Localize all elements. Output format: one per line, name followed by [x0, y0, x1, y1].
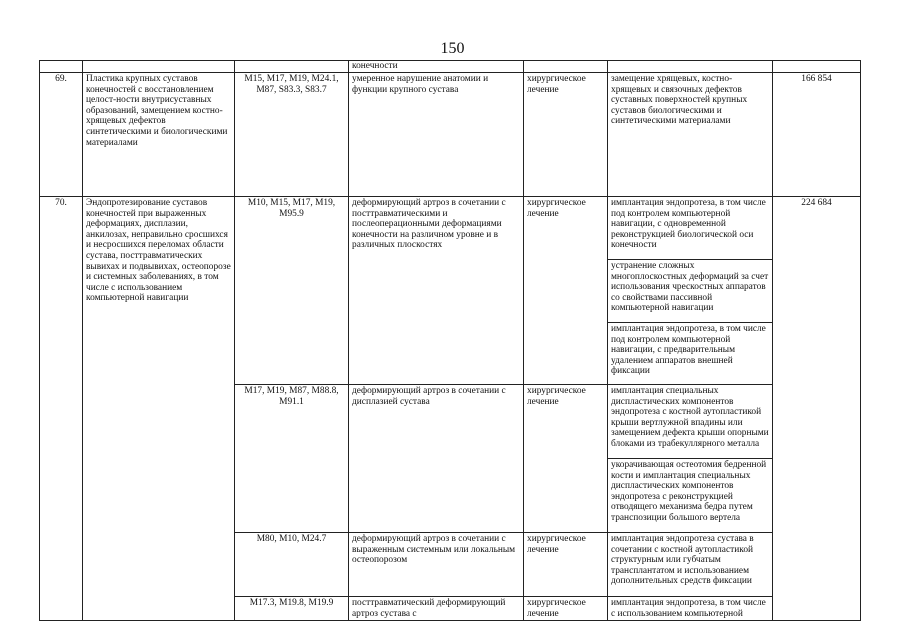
- cell-model: деформирующий артроз в сочетании с выраженным системным или локальным остеопорозом: [349, 533, 524, 597]
- cell-treatment: хирургическое лечение: [524, 597, 608, 621]
- table-row: [40, 73, 861, 197]
- cell-codes: M15, M17, M19, M24.1, M87, S83.3, S83.7: [235, 73, 349, 197]
- medical-services-table: [39, 60, 861, 621]
- cell-model: деформирующий артроз в сочетании с посттравматическими и послеоперационными деформациями конечности на различном уровне и в различных плоскостях: [349, 197, 524, 385]
- cell-method: имплантация эндопротеза, в том числе под контролем компьютерной навигации, с предварительным удалением аппаратов внешней фиксации: [608, 323, 773, 385]
- cell-method: укорачивающая остеотомия бедренной кости и имплантация специальных диспластических компонентов эндопротеза с реконструкцией отводящего механизма бедра путем транспозиции большого вертела: [608, 459, 773, 533]
- cell-treatment: хирургическое лечение: [524, 73, 608, 197]
- cell-codes: M80, M10, M24.7: [235, 533, 349, 597]
- table-row: [40, 197, 861, 260]
- cell-treatment: хирургическое лечение: [524, 533, 608, 597]
- cell-model: умеренное нарушение анатомии и функции крупного сустава: [349, 73, 524, 197]
- cell-price: 224 684: [773, 197, 861, 621]
- cell-method: имплантация эндопротеза, в том числе с использованием компьютерной: [608, 597, 773, 621]
- page-number: 150: [440, 40, 465, 57]
- cell-codes: M10, M15, M17, M19, M95.9: [235, 197, 349, 385]
- cell-method: имплантация эндопротеза сустава в сочетании с костной аутопластикой структурным или губчатым трансплантатом и использованием дополнительных средств фиксации: [608, 533, 773, 597]
- cell-number: 70.: [40, 197, 83, 621]
- cell-model: посттравматический деформирующий артроз сустава с: [349, 597, 524, 621]
- cell-name: Эндопротезирование суставов конечностей при выраженных деформациях, дисплазии, анкилозах, неправильно сросшихся и несросшихся переломах области сустава, посттравматических вывихах и подвывихах, остеопорозе и системных заболеваниях, в том числе с использованием компьютерной навигации: [83, 197, 235, 621]
- cell-treatment: хирургическое лечение: [524, 197, 608, 385]
- cell-method: имплантация эндопротеза, в том числе под контролем компьютерной навигации, с одновременной реконструкцией биологической оси конечности: [608, 197, 773, 260]
- table-row: [40, 61, 861, 73]
- cell-price: 166 854: [773, 73, 861, 197]
- cell-method: имплантация специальных диспластических компонентов эндопротеза с костной аутопластикой крыши вертлужной впадины или замещением дефекта крыши опорными блоками из трабекуллярного металла: [608, 385, 773, 459]
- cell-model: конечности: [349, 61, 524, 73]
- cell-method: устранение сложных многоплоскостных деформаций за счет использования чрескостных аппаратов со свойствами пассивной компьютерной навигации: [608, 260, 773, 323]
- cell-model: деформирующий артроз в сочетании с дисплазией сустава: [349, 385, 524, 533]
- cell-treatment: хирургическое лечение: [524, 385, 608, 533]
- cell-number: 69.: [40, 73, 83, 197]
- cell-codes: M17.3, M19.8, M19.9: [235, 597, 349, 621]
- cell-codes: M17, M19, M87, M88.8, M91.1: [235, 385, 349, 533]
- cell-method: замещение хрящевых, костно-хрящевых и связочных дефектов суставных поверхностей крупных суставов биологическими и синтетическими материалами: [608, 73, 773, 197]
- cell-name: Пластика крупных суставов конечностей с восстановлением целост-ности внутрисуставных образований, замещением костно-хрящевых дефектов синтетическими и биологическими материалами: [83, 73, 235, 197]
